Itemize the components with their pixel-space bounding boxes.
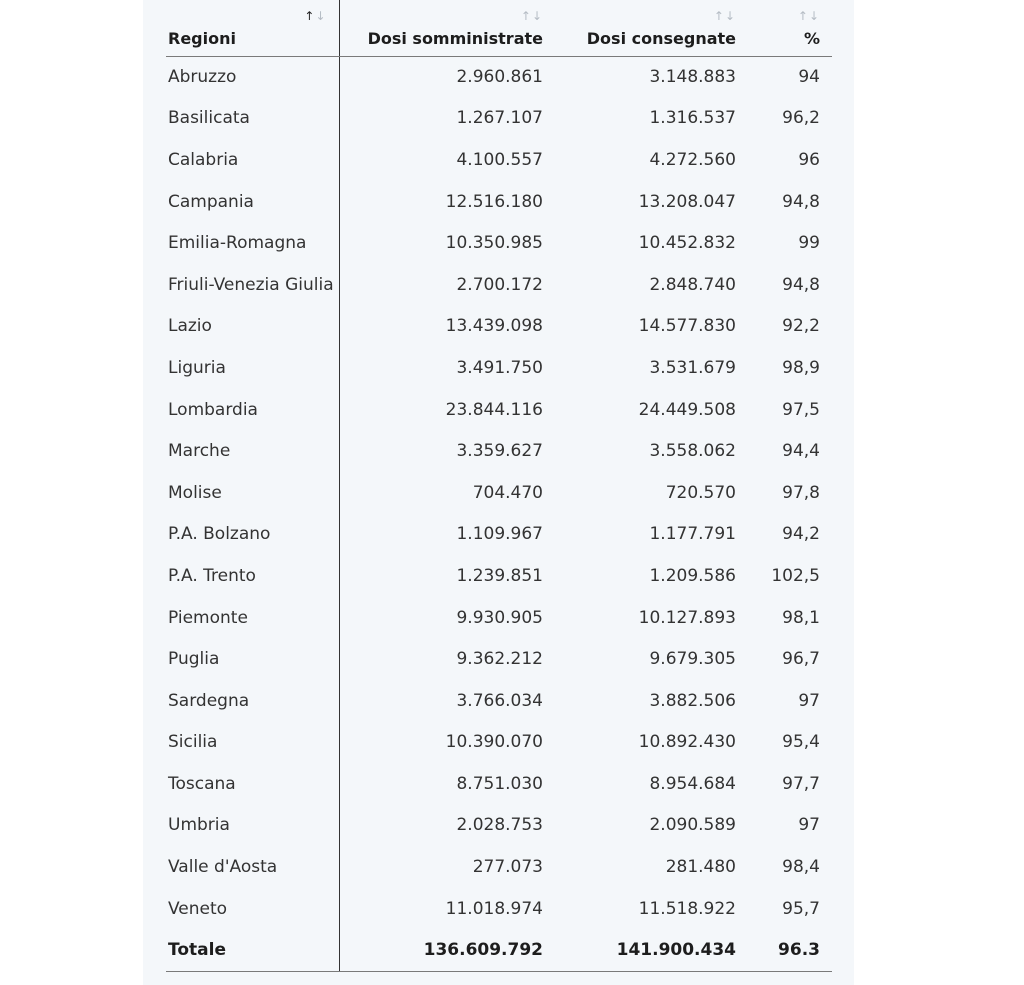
administered-cell: 12.516.180	[445, 191, 543, 212]
table-row	[166, 430, 832, 472]
delivered-cell: 3.531.679	[649, 357, 736, 378]
delivered-cell: 13.208.047	[638, 191, 736, 212]
table-row	[166, 181, 832, 223]
administered-cell: 2.028.753	[456, 815, 543, 836]
region-cell: Lazio	[166, 306, 339, 348]
administered-cell: 1.109.967	[456, 524, 543, 545]
table-row	[166, 389, 832, 431]
delivered-cell: 3.558.062	[649, 441, 736, 462]
administered-cell: 1.239.851	[456, 565, 543, 586]
region-cell: Abruzzo	[166, 56, 339, 98]
region-cell: Puglia	[166, 638, 339, 680]
total-delivered: 141.900.434	[555, 929, 748, 971]
percent-cell: 94	[798, 67, 820, 88]
total-label: Totale	[166, 929, 339, 971]
table-row	[166, 347, 832, 389]
table-row	[166, 597, 832, 639]
table-row	[166, 763, 832, 805]
region-cell: Marche	[166, 430, 339, 472]
percent-cell: 96,7	[782, 649, 820, 670]
delivered-cell: 11.518.922	[638, 898, 736, 919]
delivered-cell: 281.480	[665, 857, 736, 878]
delivered-cell: 10.892.430	[638, 732, 736, 753]
delivered-cell: 1.316.537	[649, 108, 736, 129]
table-body	[166, 56, 832, 971]
sort-up-icon: ↑	[520, 9, 532, 23]
region-cell: Valle d'Aosta	[166, 846, 339, 888]
table-row	[166, 555, 832, 597]
table-row	[166, 722, 832, 764]
table-row	[166, 56, 832, 98]
sort-down-icon: ↓	[808, 9, 820, 23]
column-header-administered[interactable]	[339, 0, 555, 56]
administered-cell: 1.267.107	[456, 108, 543, 129]
column-header-delivered[interactable]	[555, 0, 748, 56]
administered-cell: 2.960.861	[456, 67, 543, 88]
table-row	[166, 139, 832, 181]
column-header-percent-label: %	[803, 28, 820, 48]
administered-cell: 9.362.212	[456, 649, 543, 670]
administered-cell: 2.700.172	[456, 274, 543, 295]
table-row	[166, 514, 832, 556]
administered-cell: 3.491.750	[456, 357, 543, 378]
table-row	[166, 306, 832, 348]
delivered-cell: 10.452.832	[638, 233, 736, 254]
header-row	[166, 0, 832, 56]
percent-cell: 98,1	[782, 607, 820, 628]
total-percent: 96.3	[748, 929, 832, 971]
administered-cell: 23.844.116	[445, 399, 543, 420]
region-cell: Veneto	[166, 888, 339, 930]
region-cell: Liguria	[166, 347, 339, 389]
administered-cell: 11.018.974	[445, 898, 543, 919]
administered-cell: 704.470	[472, 482, 543, 503]
delivered-cell: 4.272.560	[649, 149, 736, 170]
administered-cell: 4.100.557	[456, 149, 543, 170]
delivered-cell: 1.177.791	[649, 524, 736, 545]
delivered-cell: 720.570	[665, 482, 736, 503]
administered-cell: 10.390.070	[445, 732, 543, 753]
sort-up-icon: ↑	[713, 9, 725, 23]
delivered-cell: 2.090.589	[649, 815, 736, 836]
column-header-region-label: Regioni	[168, 28, 236, 48]
percent-cell: 98,9	[782, 357, 820, 378]
table-row	[166, 98, 832, 140]
percent-cell: 96	[798, 149, 820, 170]
delivered-cell: 3.148.883	[649, 67, 736, 88]
table-row	[166, 638, 832, 680]
total-administered: 136.609.792	[339, 929, 555, 971]
sort-up-icon: ↑	[304, 9, 316, 23]
percent-cell: 94,2	[782, 524, 820, 545]
percent-cell: 95,7	[782, 898, 820, 919]
region-cell: Campania	[166, 181, 339, 223]
delivered-cell: 14.577.830	[638, 316, 736, 337]
sort-icon[interactable]	[798, 10, 820, 22]
percent-cell: 95,4	[782, 732, 820, 753]
percent-cell: 94,4	[782, 441, 820, 462]
percent-cell: 97,7	[782, 773, 820, 794]
table-row	[166, 472, 832, 514]
percent-cell: 97	[798, 815, 820, 836]
column-header-administered-label: Dosi somministrate	[367, 28, 543, 48]
region-cell: Toscana	[166, 763, 339, 805]
percent-cell: 97,5	[782, 399, 820, 420]
delivered-cell: 9.679.305	[649, 649, 736, 670]
percent-cell: 97	[798, 690, 820, 711]
percent-cell: 97,8	[782, 482, 820, 503]
region-cell: Friuli-Venezia Giulia	[166, 264, 339, 306]
sort-icon[interactable]	[521, 10, 543, 22]
sort-down-icon: ↓	[315, 9, 327, 23]
region-cell: Calabria	[166, 139, 339, 181]
sort-down-icon: ↓	[531, 9, 543, 23]
administered-cell: 3.359.627	[456, 441, 543, 462]
column-header-region[interactable]	[166, 0, 339, 56]
region-cell: P.A. Bolzano	[166, 514, 339, 556]
administered-cell: 3.766.034	[456, 690, 543, 711]
table-row	[166, 846, 832, 888]
delivered-cell: 2.848.740	[649, 274, 736, 295]
percent-cell: 94,8	[782, 274, 820, 295]
percent-cell: 96,2	[782, 108, 820, 129]
region-cell: Lombardia	[166, 389, 339, 431]
delivered-cell: 24.449.508	[638, 399, 736, 420]
table-row	[166, 222, 832, 264]
table-header	[166, 0, 832, 56]
table-row	[166, 805, 832, 847]
administered-cell: 277.073	[472, 857, 543, 878]
region-cell: Emilia-Romagna	[166, 222, 339, 264]
sort-down-icon: ↓	[724, 9, 736, 23]
percent-cell: 92,2	[782, 316, 820, 337]
region-cell: Sicilia	[166, 722, 339, 764]
administered-cell: 9.930.905	[456, 607, 543, 628]
vaccine-doses-table	[166, 0, 832, 972]
administered-cell: 13.439.098	[445, 316, 543, 337]
sort-icon[interactable]	[714, 10, 736, 22]
percent-cell: 102,5	[771, 565, 820, 586]
region-cell: Piemonte	[166, 597, 339, 639]
table-row	[166, 680, 832, 722]
administered-cell: 8.751.030	[456, 773, 543, 794]
sort-up-icon: ↑	[797, 9, 809, 23]
column-header-percent[interactable]	[748, 0, 832, 56]
region-cell: Molise	[166, 472, 339, 514]
region-cell: Sardegna	[166, 680, 339, 722]
total-row	[166, 929, 832, 971]
percent-cell: 98,4	[782, 857, 820, 878]
sort-icon[interactable]	[304, 10, 326, 22]
delivered-cell: 10.127.893	[638, 607, 736, 628]
column-header-delivered-label: Dosi consegnate	[586, 28, 736, 48]
delivered-cell: 1.209.586	[649, 565, 736, 586]
percent-cell: 94,8	[782, 191, 820, 212]
region-cell: Basilicata	[166, 98, 339, 140]
region-cell: P.A. Trento	[166, 555, 339, 597]
delivered-cell: 8.954.684	[649, 773, 736, 794]
region-cell: Umbria	[166, 805, 339, 847]
table-row	[166, 264, 832, 306]
table-row	[166, 888, 832, 930]
percent-cell: 99	[798, 233, 820, 254]
administered-cell: 10.350.985	[445, 233, 543, 254]
delivered-cell: 3.882.506	[649, 690, 736, 711]
